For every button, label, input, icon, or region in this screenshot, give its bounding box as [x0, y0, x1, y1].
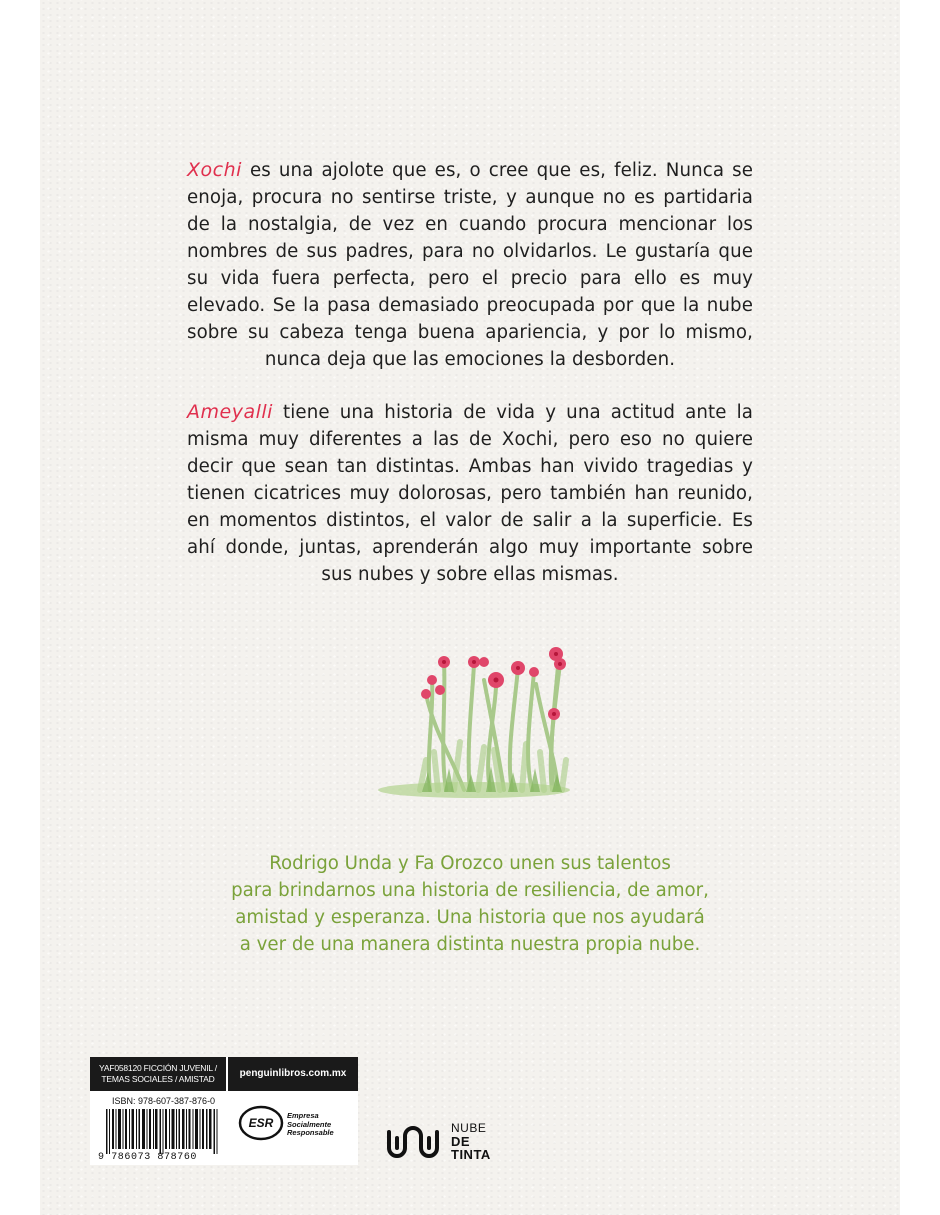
synopsis-text-ameyalli: tiene una historia de vida y una actitud ante la misma muy diferentes a las de Xochi, pero eso no quiere decir que sean tan distintas. Ambas han vivido tragedias y tienen cicatrices muy dolorosas, pero también han reunido, en momentos distintos, el valor de salir a la superficie. Es ahí donde, juntas, aprenderán algo muy importante sobre sus nubes y sobre ellas mismas.	[187, 402, 753, 585]
publisher-line: DE	[451, 1134, 471, 1149]
publisher-line: TINTA	[451, 1147, 491, 1162]
synopsis-text-xochi: es una ajolote que es, o cree que es, feliz. Nunca se enoja, procura no sentirse triste, y aunque no es partidaria de la nostalgia, de vez en cuando procura mencionar los nombres de sus padres, para no olvidarlos. Le gustaría que su vida fuera perfecta, pero el precio para ello es muy elevado. Se la pasa demasiado preocupada por que la nube sobre su cabeza tenga buena apariencia, y por lo mismo, nunca deja que las emociones la desborden.	[187, 160, 753, 370]
barcode-panel	[90, 1057, 358, 1165]
blurb-line: a ver de una manera distinta nuestra propia nube.	[239, 934, 701, 955]
esr-line: Responsable	[287, 1128, 334, 1137]
category-label	[90, 1057, 226, 1091]
esr-line: Empresa	[287, 1111, 319, 1120]
publisher-name	[451, 1122, 491, 1161]
esr-mark: ESR	[248, 1116, 274, 1130]
isbn-label: ISBN: 978-607-387-876-0	[112, 1096, 216, 1106]
nube-de-tinta-logo-icon	[385, 1118, 510, 1166]
synopsis-paragraph-xochi	[187, 157, 753, 373]
back-cover	[40, 0, 900, 1215]
blurb-line: amistad y esperanza. Una historia que nos ayudará	[235, 907, 705, 928]
barcode-number: 9 786073 878760	[98, 1152, 198, 1163]
blurb-line: Rodrigo Unda y Fa Orozco unen sus talentos	[269, 853, 671, 874]
flowers-illustration	[374, 632, 574, 800]
author-blurb	[190, 850, 750, 958]
character-name-xochi: Xochi	[187, 159, 242, 181]
esr-text	[287, 1112, 334, 1138]
barcode-icon	[106, 1109, 220, 1154]
publisher-line: NUBE	[451, 1121, 487, 1135]
publisher-url: penguinlibros.com.mx	[228, 1057, 358, 1091]
character-name-ameyalli: Ameyalli	[187, 401, 273, 423]
synopsis-paragraph-ameyalli	[187, 399, 753, 588]
esr-line: Socialmente	[287, 1119, 332, 1129]
category-line: TEMAS SOCIALES / AMISTAD	[101, 1074, 215, 1084]
category-line: YAF058120 FICCIÓN JUVENIL /	[99, 1063, 217, 1073]
blurb-line: para brindarnos una historia de resiliencia, de amor,	[231, 880, 709, 901]
